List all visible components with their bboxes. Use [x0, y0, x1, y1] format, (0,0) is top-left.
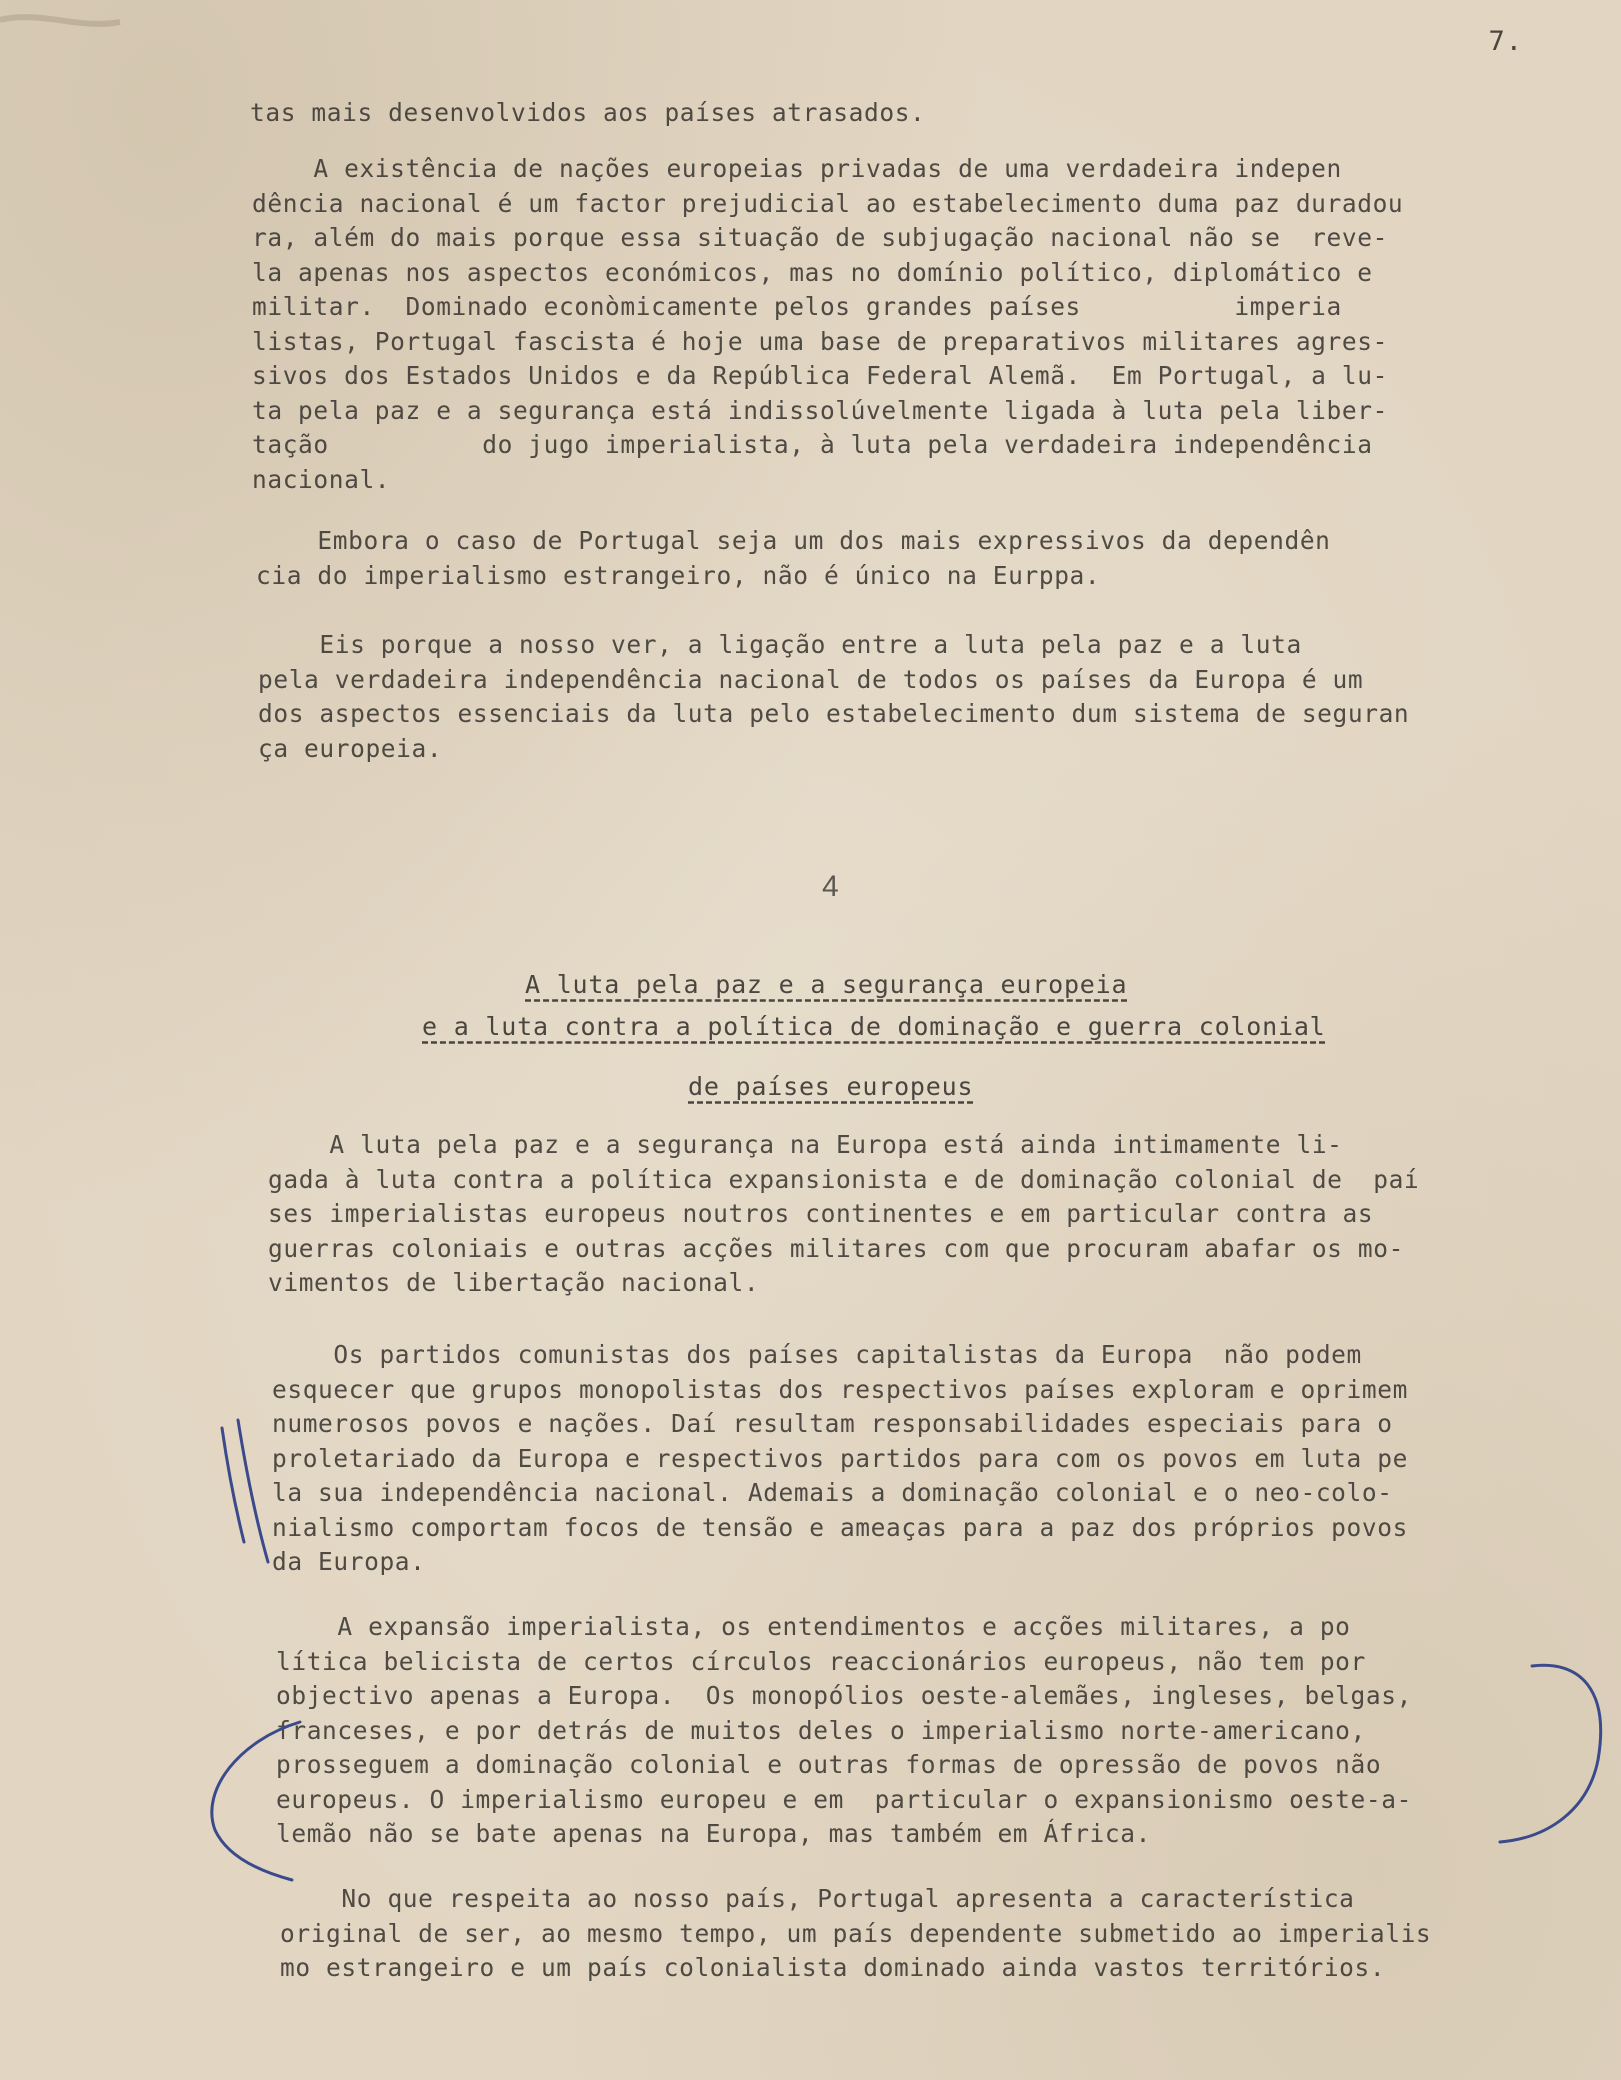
paragraph-colonial-domination	[268, 1128, 1588, 1301]
text-line: da Europa.	[272, 1547, 426, 1576]
text-line: ses imperialistas europeus noutros continentes e em particular contra as	[268, 1199, 1374, 1228]
paragraph-portugal-colonialist	[280, 1882, 1600, 1986]
section-heading-line-3: de países europeus	[688, 1072, 974, 1101]
corner-crease	[0, 17, 120, 24]
text-line: No que respeita ao nosso país, Portugal apresenta a característica	[280, 1884, 1355, 1913]
text-line: A expansão imperialista, os entendimentos e acções militares, a po	[276, 1612, 1351, 1641]
section-heading-line-2: e a luta contra a política de dominação e guerra colonial	[422, 1012, 1326, 1041]
paragraph-imperialist-expansion	[276, 1610, 1596, 1852]
text-line: dos aspectos essenciais da luta pelo estabelecimento dum sistema de seguran	[258, 699, 1410, 728]
text-line: Embora o caso de Portugal seja um dos mais expressivos da dependên	[256, 526, 1331, 555]
text-line: A existência de nações europeias privadas de uma verdadeira indepen	[252, 154, 1342, 183]
text-line: la sua independência nacional. Ademais a dominação colonial e o neo-colo-	[272, 1478, 1393, 1507]
text-line: Eis porque a nosso ver, a ligação entre a luta pela paz e a luta	[258, 630, 1302, 659]
text-line: ça europeia.	[258, 733, 443, 763]
text-line: tas mais desenvolvidos aos países atrasados.	[250, 98, 926, 127]
page-number: 7.	[1488, 26, 1523, 57]
text-line: sivos dos Estados Unidos e da República Federal Alemã. Em Portugal, a lu-	[252, 361, 1388, 390]
text-line: militar. Dominado econòmicamente pelos grandes países imperia	[252, 292, 1342, 321]
text-line: cia do imperialismo estrangeiro, não é único na Eurppa.	[256, 560, 1101, 590]
text-line: lítica belicista de certos círculos reaccionários europeus, não tem por	[276, 1646, 1366, 1676]
text-line: esquecer que grupos monopolistas dos respectivos países exploram e oprimem	[272, 1374, 1408, 1404]
text-line: la apenas nos aspectos económicos, mas no domínio político, diplomático e	[252, 257, 1373, 287]
text-line: numerosos povos e nações. Daí resultam responsabilidades especiais para o	[272, 1409, 1393, 1438]
text-line: objectivo apenas a Europa. Os monopólios oeste-alemães, ingleses, belgas,	[276, 1681, 1412, 1710]
paragraph-nations-independence	[252, 152, 1572, 497]
text-line: gada à luta contra a política expansionista e de dominação colonial de paí	[268, 1164, 1420, 1194]
text-line: proletariado da Europa e respectivos partidos para com os povos em luta pe	[272, 1443, 1408, 1473]
text-line: tação do jugo imperialista, à luta pela verdadeira independência	[252, 430, 1373, 459]
paragraph-continuation	[250, 96, 1570, 131]
text-line: nialismo comportam focos de tensão e ameaças para a paz dos próprios povos	[272, 1512, 1408, 1542]
text-line: original de ser, ao mesmo tempo, um país dependente submetido ao imperialis	[280, 1918, 1432, 1948]
text-line: pela verdadeira independência nacional de todos os países da Europa é um	[258, 664, 1364, 694]
text-line: mo estrangeiro e um país colonialista dominado ainda vastos territórios.	[280, 1953, 1386, 1982]
section-number: 4	[822, 870, 839, 903]
text-line: A luta pela paz e a segurança na Europa está ainda intimamente li-	[268, 1130, 1343, 1159]
text-line: guerras coloniais e outras acções militares com que procuram abafar os mo-	[268, 1233, 1404, 1263]
text-line: ra, além do mais porque essa situação de subjugação nacional não se reve-	[252, 223, 1388, 252]
paragraph-portugal-dependence	[256, 524, 1576, 593]
text-line: lemão não se bate apenas na Europa, mas também em África.	[276, 1819, 1151, 1848]
text-line: vimentos de libertação nacional.	[268, 1268, 760, 1297]
text-line: europeus. O imperialismo europeu e em particular o expansionismo oeste-a-	[276, 1784, 1412, 1814]
text-line: ta pela paz e a segurança está indissolúvelmente ligada à luta pela liber-	[252, 395, 1388, 425]
text-line: listas, Portugal fascista é hoje uma base de preparativos militares agres-	[252, 326, 1388, 356]
text-line: franceses, e por detrás de muitos deles o imperialismo norte-americano,	[276, 1715, 1366, 1745]
paragraph-communist-parties	[272, 1338, 1592, 1580]
text-line: nacional.	[252, 464, 391, 494]
text-line: Os partidos comunistas dos países capitalistas da Europa não podem	[272, 1340, 1362, 1369]
margin-double-line-mark	[222, 1420, 268, 1562]
paragraph-peace-and-independence	[258, 628, 1578, 766]
text-line: prosseguem a dominação colonial e outras formas de opressão de povos não	[276, 1750, 1382, 1779]
text-line: dência nacional é um factor prejudicial ao estabelecimento duma paz duradou	[252, 188, 1404, 218]
section-heading-line-1: A luta pela paz e a segurança europeia	[525, 970, 1128, 999]
